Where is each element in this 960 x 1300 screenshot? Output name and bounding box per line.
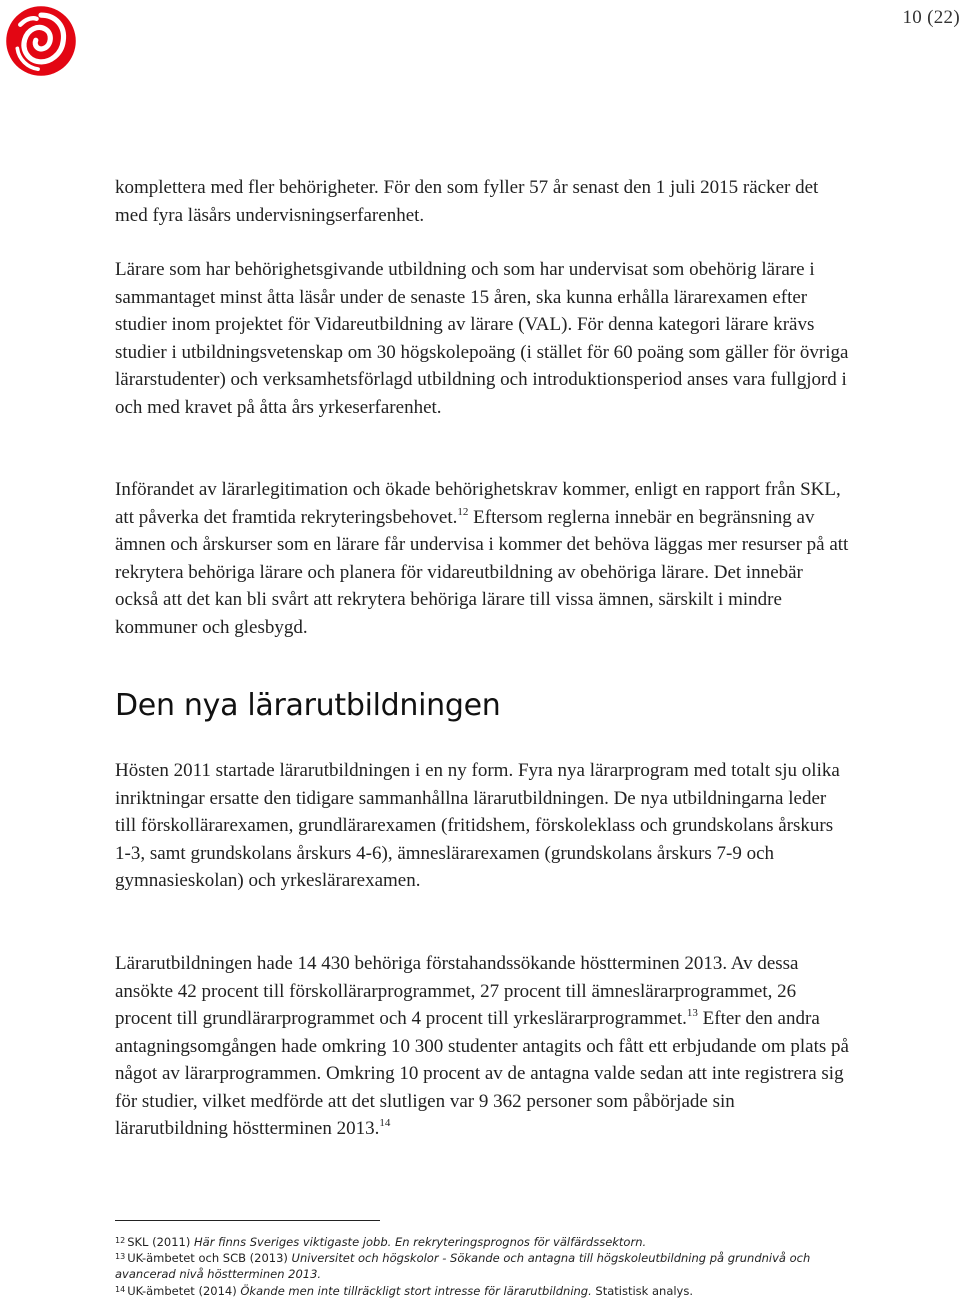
rose-logo-icon bbox=[4, 4, 78, 78]
footnote-ref-12: 12 bbox=[457, 505, 469, 518]
section-heading: Den nya lärarutbildningen bbox=[115, 688, 501, 723]
paragraph-3-text-a: Införandet av lärarlegitimation och ökade behörighetskrav kommer, enligt en rapport från SKL, att påverka det framtida rekryteringsbehovet. bbox=[115, 479, 841, 528]
paragraph-4: Hösten 2011 startade lärarutbildningen i en ny form. Fyra nya lärarprogram med totalt sju olika inriktningar ersatte den tidigare sammanhållna lärarutbildningen. De nya utbildningarna leder till förskollärarexamen, grundlärarexamen (fritidshem, förskoleklass och grundskolans årskurs 1-3, samt grundskolans årskurs 4-6), ämneslärarexamen (grundskolans årskurs 7-9 och gymnasieskolan) och yrkeslärarexamen. bbox=[115, 760, 840, 891]
footnote-number: 12 bbox=[115, 1236, 126, 1245]
paragraph-3 bbox=[115, 476, 850, 641]
footnote-title: Ökande men inte tillräckligt stort intresse för lärarutbildning. bbox=[240, 1283, 592, 1298]
paragraph-3-text-b: Eftersom reglerna innebär en begränsning av ämnen och årskurser som en lärare får undervisa i kommer det behöva läggas mer resurser på att rekrytera behöriga lärare och planera för vidareutbildning av obehöriga lärare. Det innebär också att det kan bli svårt att rekrytera behöriga lärare till vissa ämnen, särskilt i mindre kommuner och glesbygd. bbox=[115, 506, 849, 638]
footnote-divider bbox=[115, 1220, 380, 1221]
footnote-12 bbox=[115, 1234, 850, 1250]
footnote-13 bbox=[115, 1250, 850, 1282]
footnote-title: Här finns Sveriges viktigaste jobb. En rekryteringsprognos för välfärdssektorn. bbox=[194, 1235, 647, 1249]
footnote-ref-14: 14 bbox=[379, 1117, 391, 1129]
page-number: 10 (22) bbox=[902, 7, 960, 28]
paragraph-1: komplettera med fler behörigheter. För den som fyller 57 år senast den 1 juli 2015 räcker det med fyra läsårs undervisningserfarenhet. bbox=[115, 177, 819, 226]
footnote-tail: Statistisk analys. bbox=[591, 1283, 694, 1298]
paragraph-2: Lärare som har behörighetsgivande utbildning och som har undervisat som obehörig lärare i sammantaget minst åtta läsår under de senaste 15 åren, ska kunna erhålla lärarexamen efter studier inom projektet för Vidareutbildning av lärare (VAL). För denna kategori lärare krävs studier i utbildningsvetenskap om 30 högskolepoäng (i stället för 60 poäng som gäller för övriga lärarstudenter) och verksamhetsförlagd utbildning och introduktionsperiod anses vara fullgjord i och med kravet på åtta års yrkeserfarenhet. bbox=[115, 259, 849, 418]
footnote-14 bbox=[115, 1283, 850, 1299]
paragraph-5-text-b: Efter den andra antagningsomgången hade omkring 10 300 studenter antagits och fått ett erbjudande om plats på något av lärarprogrammen. Omkring 10 procent av de antagna valde sedan att inte registrera sig för studier, vilket medförde att det slutligen var 9 362 personer som påbörjade sin lärarutbildning höstterminen 2013. bbox=[115, 1008, 849, 1139]
footnote-source: SKL (2011) bbox=[127, 1235, 194, 1249]
footnote-source: UK-ämbetet (2014) bbox=[127, 1283, 241, 1298]
footnote-ref-13: 13 bbox=[686, 1007, 698, 1019]
paragraph-5-text-a: Lärarutbildningen hade 14 430 behöriga förstahandssökande höstterminen 2013. Av dessa ansökte 42 procent till förskollärarprogrammet, 27 procent till ämneslärarprogrammet, 26 procent till grundlärarprogrammet och 4 procent till yrkeslärarprogrammet. bbox=[115, 953, 799, 1029]
footnote-source: UK-ämbetet och SCB (2013) bbox=[127, 1251, 292, 1266]
footnote-number: 13 bbox=[115, 1252, 126, 1262]
footnote-title: Universitet och högskolor - Sökande och antagna till högskoleutbildning på grundnivå och avancerad nivå höstterminen 2013. bbox=[115, 1251, 811, 1282]
footnotes bbox=[115, 1234, 850, 1299]
paragraph-5 bbox=[115, 950, 850, 1143]
footnote-number: 14 bbox=[115, 1284, 126, 1294]
